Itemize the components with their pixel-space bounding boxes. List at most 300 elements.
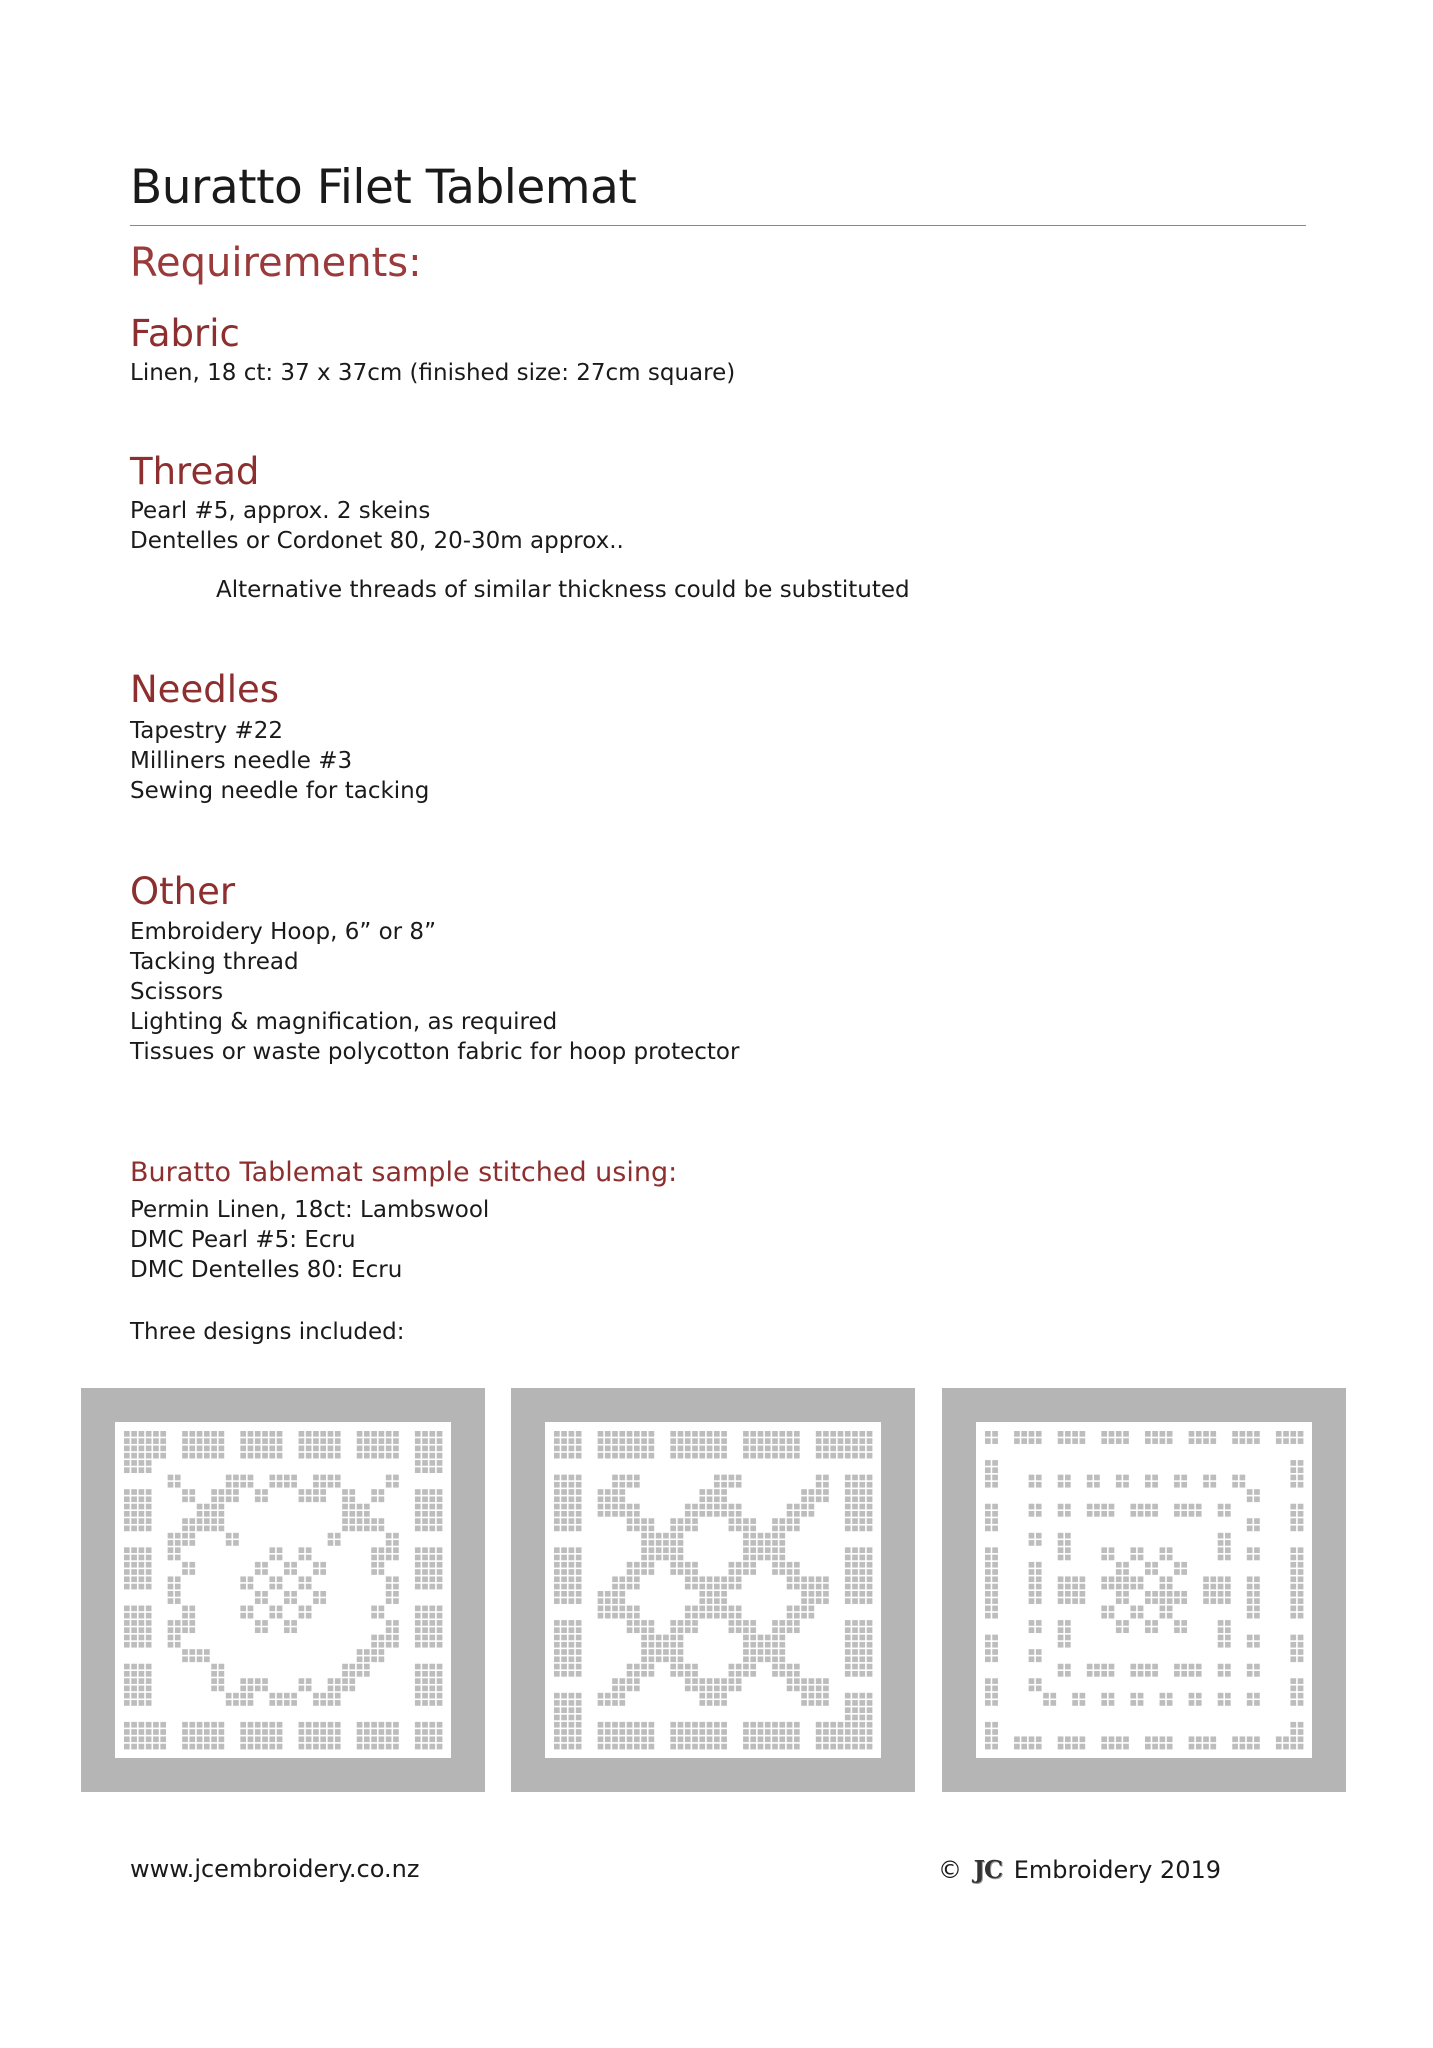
stitch-block xyxy=(1247,1591,1253,1597)
stitch-block xyxy=(313,1569,319,1575)
stitch-block xyxy=(429,1664,435,1670)
stitch-block xyxy=(1043,1700,1049,1706)
stitch-block xyxy=(320,1489,326,1495)
stitch-block xyxy=(1254,1518,1260,1524)
stitch-block xyxy=(1087,1504,1093,1510)
stitch-block xyxy=(794,1627,800,1633)
stitch-block xyxy=(1036,1584,1042,1590)
stitch-block xyxy=(859,1693,865,1699)
stitch-block xyxy=(219,1729,225,1735)
stitch-block xyxy=(743,1744,749,1750)
stitch-block xyxy=(985,1460,991,1466)
stitch-block xyxy=(131,1453,137,1459)
stitch-block xyxy=(313,1438,319,1444)
stitch-block xyxy=(721,1598,727,1604)
stitch-block xyxy=(1152,1562,1158,1568)
stitch-block xyxy=(743,1736,749,1742)
stitch-block xyxy=(714,1475,720,1481)
stitch-block xyxy=(1174,1482,1180,1488)
stitch-block xyxy=(320,1591,326,1597)
stitch-block xyxy=(1290,1693,1296,1699)
stitch-block xyxy=(605,1453,611,1459)
stitch-block xyxy=(729,1584,735,1590)
stitch-block xyxy=(1254,1489,1260,1495)
stitch-block xyxy=(743,1649,749,1655)
stitch-block xyxy=(1203,1438,1209,1444)
stitch-block xyxy=(284,1569,290,1575)
stitch-block xyxy=(328,1729,334,1735)
stitch-block xyxy=(852,1664,858,1670)
stitch-block xyxy=(189,1489,195,1495)
stitch-block xyxy=(554,1671,560,1677)
stitch-block xyxy=(809,1686,815,1692)
stitch-block xyxy=(619,1591,625,1597)
stitch-block xyxy=(204,1722,210,1728)
stitch-block xyxy=(845,1693,851,1699)
stitch-block xyxy=(379,1613,385,1619)
stitch-block xyxy=(415,1547,421,1553)
stitch-block xyxy=(641,1664,647,1670)
stitch-block xyxy=(182,1518,188,1524)
stitch-block xyxy=(1167,1431,1173,1437)
stitch-block xyxy=(124,1693,130,1699)
stitch-block xyxy=(612,1446,618,1452)
stitch-block xyxy=(729,1562,735,1568)
stitch-block xyxy=(182,1453,188,1459)
stitch-block xyxy=(736,1482,742,1488)
stitch-block xyxy=(561,1693,567,1699)
stitch-block xyxy=(612,1475,618,1481)
stitch-block xyxy=(845,1664,851,1670)
stitch-block xyxy=(1152,1511,1158,1517)
stitch-block xyxy=(779,1642,785,1648)
stitch-block xyxy=(598,1431,604,1437)
stitch-block xyxy=(1050,1700,1056,1706)
stitch-block xyxy=(649,1671,655,1677)
stitch-block xyxy=(1029,1562,1035,1568)
stitch-block xyxy=(685,1584,691,1590)
stitch-block xyxy=(1036,1431,1042,1437)
stitch-block xyxy=(576,1656,582,1662)
stitch-block xyxy=(1123,1584,1129,1590)
stitch-block xyxy=(852,1438,858,1444)
stitch-block xyxy=(554,1555,560,1561)
stitch-block xyxy=(641,1533,647,1539)
stitch-block xyxy=(437,1555,443,1561)
stitch-block xyxy=(714,1453,720,1459)
stitch-block xyxy=(554,1635,560,1641)
stitch-block xyxy=(124,1562,130,1568)
stitch-block xyxy=(1298,1511,1304,1517)
stitch-block xyxy=(415,1438,421,1444)
stitch-block xyxy=(139,1438,145,1444)
stitch-block xyxy=(1298,1722,1304,1728)
stitch-block xyxy=(1247,1700,1253,1706)
stitch-block xyxy=(306,1584,312,1590)
stitch-block xyxy=(175,1547,181,1553)
stitch-block xyxy=(422,1431,428,1437)
stitch-block xyxy=(809,1511,815,1517)
stitch-block xyxy=(1145,1736,1151,1742)
stitch-block xyxy=(124,1504,130,1510)
stitch-block xyxy=(1152,1482,1158,1488)
stitch-block xyxy=(605,1496,611,1502)
stitch-block xyxy=(787,1744,793,1750)
stitch-block xyxy=(437,1693,443,1699)
stitch-block xyxy=(429,1729,435,1735)
stitch-block xyxy=(240,1438,246,1444)
stitch-block xyxy=(299,1722,305,1728)
stitch-block xyxy=(357,1664,363,1670)
stitch-block xyxy=(787,1453,793,1459)
stitch-block xyxy=(1290,1526,1296,1532)
stitch-block xyxy=(758,1736,764,1742)
stitch-block xyxy=(1101,1664,1107,1670)
stitch-block xyxy=(852,1504,858,1510)
stitch-block xyxy=(1283,1438,1289,1444)
stitch-block xyxy=(393,1722,399,1728)
stitch-block xyxy=(175,1635,181,1641)
stitch-block xyxy=(641,1744,647,1750)
stitch-block xyxy=(1174,1664,1180,1670)
stitch-block xyxy=(269,1744,275,1750)
stitch-block xyxy=(1101,1547,1107,1553)
stitch-block xyxy=(437,1729,443,1735)
stitch-block xyxy=(794,1664,800,1670)
stitch-block xyxy=(240,1686,246,1692)
stitch-block xyxy=(714,1686,720,1692)
stitch-block xyxy=(226,1489,232,1495)
stitch-block xyxy=(291,1620,297,1626)
stitch-block xyxy=(801,1496,807,1502)
stitch-block xyxy=(277,1606,283,1612)
stitch-block xyxy=(1290,1700,1296,1706)
stitch-block xyxy=(852,1526,858,1532)
stitch-block xyxy=(627,1664,633,1670)
stitch-block xyxy=(699,1584,705,1590)
stitch-block xyxy=(240,1606,246,1612)
stitch-block xyxy=(867,1736,873,1742)
stitch-block xyxy=(569,1569,575,1575)
stitch-block xyxy=(992,1678,998,1684)
stitch-block xyxy=(182,1649,188,1655)
stitch-block xyxy=(1152,1438,1158,1444)
stitch-block xyxy=(299,1736,305,1742)
stitch-block xyxy=(561,1504,567,1510)
stitch-block xyxy=(131,1569,137,1575)
stitch-block xyxy=(852,1598,858,1604)
stitch-block xyxy=(992,1613,998,1619)
stitch-block xyxy=(429,1686,435,1692)
stitch-block xyxy=(576,1431,582,1437)
stitch-block xyxy=(692,1569,698,1575)
stitch-block xyxy=(306,1576,312,1582)
stitch-block xyxy=(845,1453,851,1459)
stitch-block xyxy=(605,1693,611,1699)
stitch-block xyxy=(1029,1656,1035,1662)
stitch-block xyxy=(612,1613,618,1619)
stitch-block xyxy=(867,1693,873,1699)
stitch-block xyxy=(985,1511,991,1517)
stitch-block xyxy=(1080,1693,1086,1699)
stitch-block xyxy=(649,1555,655,1561)
stitch-block xyxy=(349,1518,355,1524)
stitch-block xyxy=(393,1576,399,1582)
stitch-block xyxy=(357,1511,363,1517)
stitch-block xyxy=(1123,1620,1129,1626)
stitch-block xyxy=(1160,1598,1166,1604)
stitch-block xyxy=(685,1736,691,1742)
stitch-block xyxy=(139,1664,145,1670)
stitch-block xyxy=(1152,1627,1158,1633)
stitch-block xyxy=(1181,1511,1187,1517)
stitch-block xyxy=(714,1482,720,1488)
stitch-block xyxy=(1116,1576,1122,1582)
stitch-block xyxy=(1029,1569,1035,1575)
stitch-block xyxy=(859,1744,865,1750)
stitch-block xyxy=(641,1547,647,1553)
stitch-block xyxy=(349,1511,355,1517)
stitch-block xyxy=(787,1584,793,1590)
stitch-block xyxy=(146,1722,152,1728)
stitch-block xyxy=(284,1482,290,1488)
stitch-block xyxy=(1101,1606,1107,1612)
stitch-block xyxy=(1109,1693,1115,1699)
stitch-block xyxy=(845,1438,851,1444)
stitch-block xyxy=(313,1453,319,1459)
stitch-block xyxy=(168,1475,174,1481)
stitch-block xyxy=(612,1700,618,1706)
stitch-block xyxy=(816,1584,822,1590)
stitch-block xyxy=(699,1686,705,1692)
stitch-block xyxy=(1043,1693,1049,1699)
stitch-block xyxy=(859,1707,865,1713)
stitch-block xyxy=(859,1555,865,1561)
stitch-block xyxy=(277,1693,283,1699)
stitch-block xyxy=(211,1526,217,1532)
design-pattern-1 xyxy=(115,1422,451,1758)
stitch-block xyxy=(313,1722,319,1728)
stitch-block xyxy=(845,1707,851,1713)
stitch-block xyxy=(124,1664,130,1670)
stitch-block xyxy=(743,1620,749,1626)
stitch-block xyxy=(772,1446,778,1452)
stitch-block xyxy=(627,1744,633,1750)
stitch-block xyxy=(569,1504,575,1510)
stitch-block xyxy=(386,1540,392,1546)
stitch-block xyxy=(678,1642,684,1648)
stitch-block xyxy=(985,1606,991,1612)
stitch-block xyxy=(364,1511,370,1517)
stitch-block xyxy=(1254,1547,1260,1553)
stitch-block xyxy=(168,1642,174,1648)
stitch-block xyxy=(992,1438,998,1444)
stitch-block xyxy=(291,1627,297,1633)
stitch-block xyxy=(670,1744,676,1750)
stitch-block xyxy=(175,1482,181,1488)
stitch-block xyxy=(415,1729,421,1735)
stitch-block xyxy=(124,1453,130,1459)
stitch-block xyxy=(1210,1584,1216,1590)
stitch-block xyxy=(219,1446,225,1452)
stitch-block xyxy=(320,1736,326,1742)
stitch-block xyxy=(233,1482,239,1488)
stitch-block xyxy=(627,1627,633,1633)
stitch-block xyxy=(627,1511,633,1517)
fabric-line: Linen, 18 ct: 37 x 37cm (finished size: 27cm square) xyxy=(130,360,736,386)
stitch-block xyxy=(371,1555,377,1561)
stitch-block xyxy=(131,1642,137,1648)
stitch-block xyxy=(320,1431,326,1437)
stitch-block xyxy=(189,1620,195,1626)
stitch-block xyxy=(736,1686,742,1692)
stitch-block xyxy=(1058,1555,1064,1561)
stitch-block xyxy=(269,1700,275,1706)
stitch-block xyxy=(1254,1744,1260,1750)
stitch-block xyxy=(554,1715,560,1721)
stitch-block xyxy=(277,1584,283,1590)
stitch-block xyxy=(1072,1736,1078,1742)
stitch-block xyxy=(240,1482,246,1488)
stitch-block xyxy=(386,1620,392,1626)
stitch-block xyxy=(1298,1736,1304,1742)
stitch-block xyxy=(554,1649,560,1655)
stitch-block xyxy=(1218,1533,1224,1539)
stitch-block xyxy=(569,1555,575,1561)
stitch-block xyxy=(437,1686,443,1692)
stitch-block xyxy=(794,1729,800,1735)
stitch-block xyxy=(182,1569,188,1575)
stitch-block xyxy=(131,1664,137,1670)
stitch-block xyxy=(146,1504,152,1510)
stitch-block xyxy=(1152,1504,1158,1510)
stitch-block xyxy=(131,1446,137,1452)
stitch-block xyxy=(779,1649,785,1655)
stitch-block xyxy=(1036,1576,1042,1582)
stitch-block xyxy=(146,1460,152,1466)
stitch-block xyxy=(197,1722,203,1728)
stitch-block xyxy=(1167,1693,1173,1699)
stitch-block xyxy=(707,1438,713,1444)
stitch-block xyxy=(1218,1700,1224,1706)
stitch-block xyxy=(758,1438,764,1444)
stitch-block xyxy=(335,1729,341,1735)
stitch-block xyxy=(1160,1584,1166,1590)
stitch-block xyxy=(634,1722,640,1728)
stitch-block xyxy=(160,1438,166,1444)
stitch-block xyxy=(809,1504,815,1510)
stitch-block xyxy=(1290,1613,1296,1619)
stitch-block xyxy=(721,1576,727,1582)
stitch-block xyxy=(634,1620,640,1626)
stitch-block xyxy=(561,1518,567,1524)
stitch-block xyxy=(554,1547,560,1553)
footer-website[interactable]: www.jcembroidery.co.nz xyxy=(130,1855,420,1883)
stitch-block xyxy=(255,1686,261,1692)
stitch-block xyxy=(838,1722,844,1728)
stitch-block xyxy=(197,1649,203,1655)
stitch-block xyxy=(765,1729,771,1735)
stitch-block xyxy=(779,1664,785,1670)
stitch-block xyxy=(204,1438,210,1444)
stitch-block xyxy=(561,1627,567,1633)
stitch-block xyxy=(1138,1693,1144,1699)
stitch-block xyxy=(1109,1700,1115,1706)
stitch-block xyxy=(627,1446,633,1452)
stitch-block xyxy=(867,1598,873,1604)
stitch-block xyxy=(992,1693,998,1699)
stitch-block xyxy=(576,1482,582,1488)
stitch-block xyxy=(605,1431,611,1437)
stitch-block xyxy=(1218,1693,1224,1699)
stitch-block xyxy=(1196,1693,1202,1699)
stitch-block xyxy=(313,1489,319,1495)
stitch-block xyxy=(1240,1736,1246,1742)
stitch-block xyxy=(787,1686,793,1692)
stitch-block xyxy=(678,1729,684,1735)
stitch-block xyxy=(255,1744,261,1750)
stitch-block xyxy=(1109,1504,1115,1510)
stitch-block xyxy=(670,1620,676,1626)
stitch-block xyxy=(663,1540,669,1546)
stitch-block xyxy=(357,1438,363,1444)
stitch-block xyxy=(204,1446,210,1452)
stitch-block xyxy=(226,1496,232,1502)
stitch-block xyxy=(393,1446,399,1452)
design-panel-3 xyxy=(942,1388,1346,1792)
stitch-block xyxy=(153,1736,159,1742)
stitch-block xyxy=(299,1438,305,1444)
stitch-block xyxy=(598,1438,604,1444)
stitch-block xyxy=(985,1576,991,1582)
stitch-block xyxy=(765,1736,771,1742)
stitch-block xyxy=(415,1744,421,1750)
stitch-block xyxy=(714,1431,720,1437)
stitch-block xyxy=(379,1496,385,1502)
stitch-block xyxy=(627,1722,633,1728)
stitch-block xyxy=(801,1686,807,1692)
stitch-block xyxy=(211,1744,217,1750)
stitch-block xyxy=(379,1635,385,1641)
stitch-block xyxy=(685,1576,691,1582)
stitch-block xyxy=(707,1686,713,1692)
stitch-block xyxy=(838,1453,844,1459)
stitch-block xyxy=(1254,1555,1260,1561)
stitch-block xyxy=(685,1569,691,1575)
stitch-block xyxy=(335,1540,341,1546)
stitch-block xyxy=(248,1482,254,1488)
stitch-block xyxy=(342,1671,348,1677)
stitch-block xyxy=(707,1744,713,1750)
stitch-block xyxy=(233,1693,239,1699)
stitch-block xyxy=(131,1606,137,1612)
stitch-block xyxy=(168,1584,174,1590)
stitch-block xyxy=(852,1511,858,1517)
stitch-block xyxy=(1145,1511,1151,1517)
stitch-block xyxy=(1138,1511,1144,1517)
stitch-block xyxy=(1080,1700,1086,1706)
stitch-block xyxy=(1080,1591,1086,1597)
stitch-block xyxy=(859,1526,865,1532)
stitch-block xyxy=(364,1526,370,1532)
stitch-block xyxy=(699,1606,705,1612)
stitch-block xyxy=(1290,1555,1296,1561)
stitch-block xyxy=(852,1569,858,1575)
stitch-block xyxy=(561,1635,567,1641)
stitch-block xyxy=(146,1511,152,1517)
stitch-block xyxy=(845,1547,851,1553)
stitch-block xyxy=(576,1576,582,1582)
